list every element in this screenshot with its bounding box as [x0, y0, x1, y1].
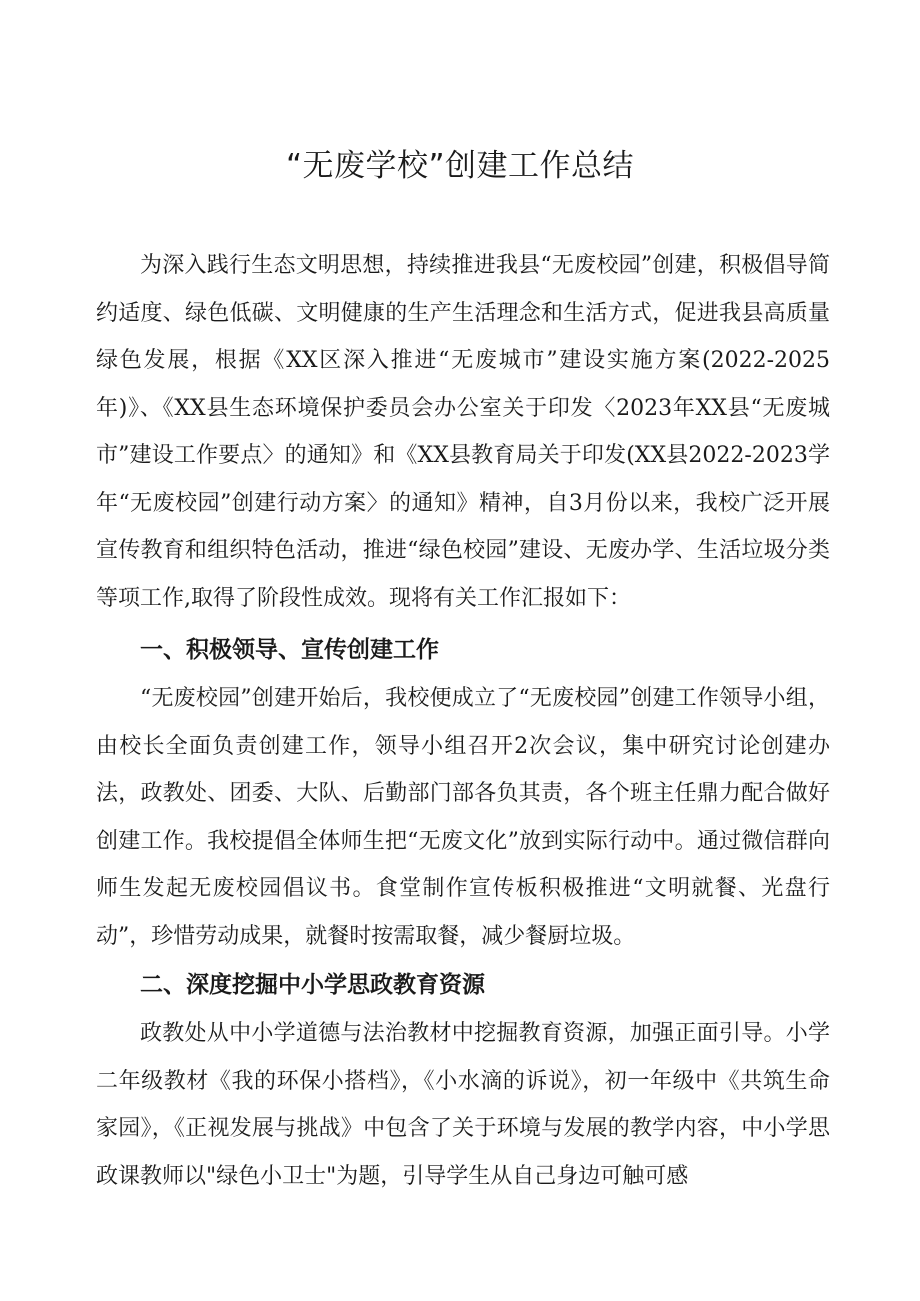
document-title: “无废学校”创建工作总结: [285, 148, 635, 184]
section-2-paragraph: 政教处从中小学道德与法治教材中挖掘教育资源，加强正面引导。小学二年级教材《我的环保小搭档》，《小水滴的诉说》，初一年级中《共筑生命家园》，《正视发展与挑战》中包含了关于环境与发展的教学内容，中小学思政课教师以"绿色小卫士"为题，引导学生从自己身边可触可感: [96, 1021, 830, 1189]
section-2-heading: 二、深度挖掘中小学思政教育资源: [140, 972, 485, 998]
section-1-heading: 一、积极领导、宣传创建工作: [140, 637, 439, 663]
section-1-paragraph: “无废校园”创建开始后，我校便成立了“无废校园”创建工作领导小组，由校长全面负责创建工作，领导小组召开2次会议，集中研究讨论创建办法，政教处、团委、大队、后勤部门部各负其责，各个班主任鼎力配合做好创建工作。我校提倡全体师生把“无废文化”放到实际行动中。通过微信群向师生发起无废校园倡议书。食堂制作宣传板积极推进“文明就餐、光盘行动”，珍惜劳动成果，就餐时按需取餐，减少餐厨垃圾。: [96, 686, 830, 949]
intro-paragraph: 为深入践行生态文明思想，持续推进我县“无废校园”创建，积极倡导简约适度、绿色低碳、文明健康的生产生活理念和生活方式，促进我县高质量绿色发展，根据《XX区深入推进“无废城市”建设实施方案(2022-2025年)》、《XX县生态环境保护委员会办公室关于印发〈2023年XX县“无废城市”建设工作要点〉的通知》和《XX县教育局关于印发(XX县2022-2023学年“无废校园”创建行动方案〉的通知》精神，自3月份以来，我校广泛开展宣传教育和组织特色活动，推进“绿色校园”建设、无废办学、生活垃圾分类等项工作,取得了阶段性成效。现将有关工作汇报如下：: [96, 253, 830, 611]
